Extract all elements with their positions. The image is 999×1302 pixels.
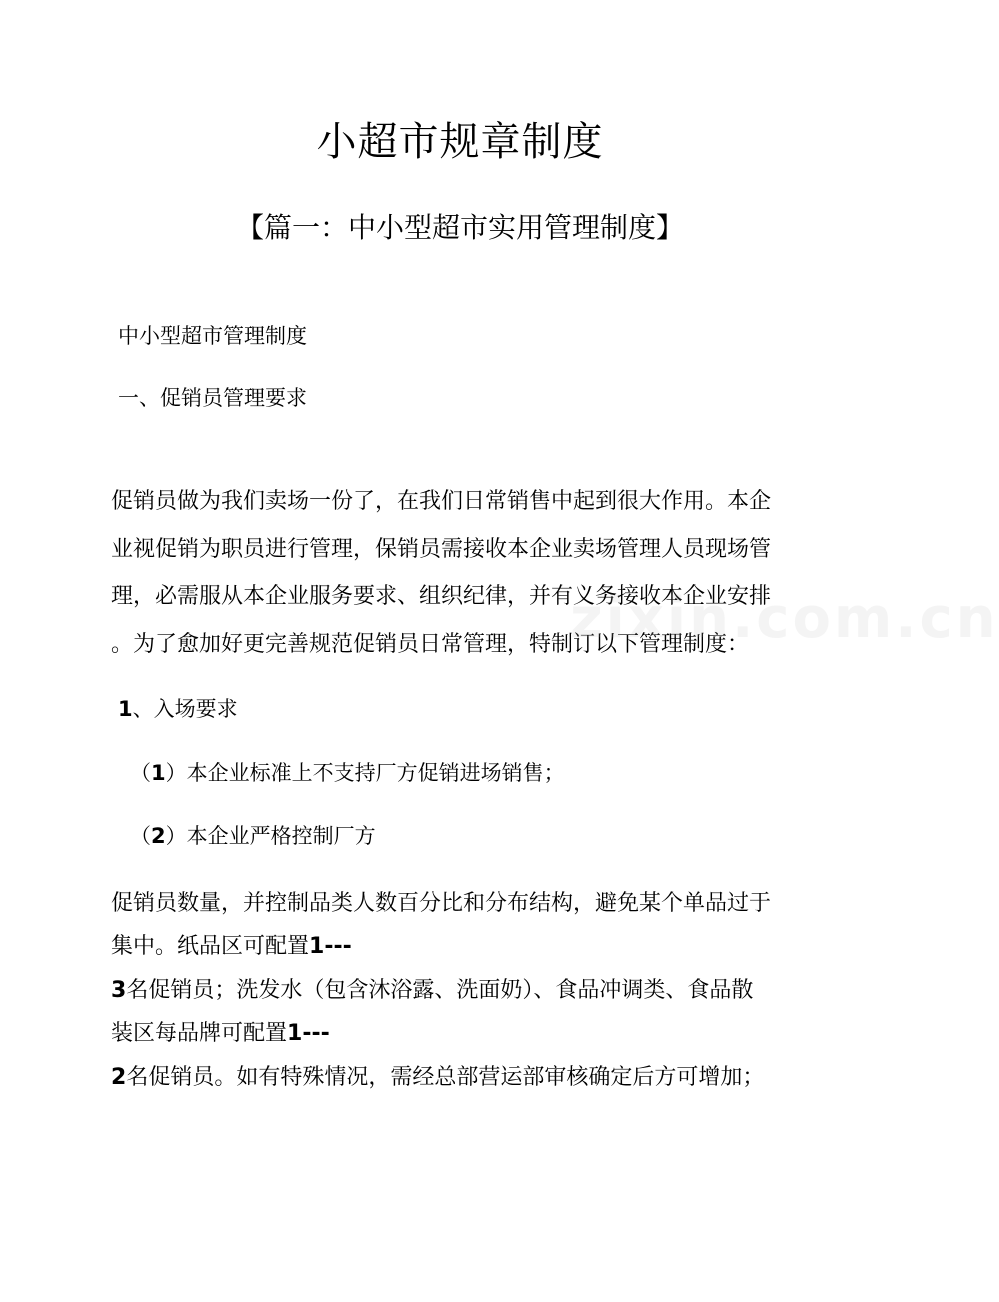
intro-paragraph [111,478,811,668]
body-line-3 [111,967,821,1014]
body-line-1: 促销员数量，并控制品类人数百分比和分布结构，避免某个单品过于 [111,891,772,916]
item-1-2 [130,820,376,850]
intro-line: 理，必需服从本企业服务要求、组织纪律，并有义务接收本企业安排 [111,584,772,609]
document-title: 小超市规章制度 [316,119,604,165]
body-line-2-number: 1--- [309,934,352,959]
body-line-5 [111,1054,821,1101]
body-line-2 [111,927,821,967]
item-1-2-open: （ [130,824,151,848]
body-line-4-text: 装区每品牌可配置 [111,1021,288,1046]
item-1-text: 、入场要求 [132,697,238,721]
item-1-2-text: ）本企业严格控制厂方 [165,824,376,848]
item-1-1 [130,757,565,787]
item-1-number: 1 [118,697,133,721]
item-1-1-open: （ [130,761,151,785]
body-line-4 [111,1014,821,1054]
body-line-5-text: 名促销员。如有特殊情况，需经总部营运部审核确定后方可增加； [126,1065,765,1090]
item-1 [118,693,238,723]
intro-line: 。为了愈加好更完善规范促销员日常管理，特制订以下管理制度： [111,631,750,657]
body-line-3-number: 3 [111,978,127,1003]
item-1-2-number: 2 [151,824,166,848]
body-line-3-text: 名促销员；洗发水（包含沐浴露、洗面奶）、食品冲调类、食品散 [126,978,754,1003]
heading-section-1: 一、促销员管理要求 [118,386,307,410]
body-line-2-text: 集中。纸品区可配置 [111,934,310,959]
body-line-4-number: 1--- [287,1021,330,1046]
intro-line: 促销员做为我们卖场一份了，在我们日常销售中起到很大作用。本企 [111,489,772,514]
document-subtitle: 【篇一：中小型超市实用管理制度】 [235,211,684,244]
watermark: zixin.com.cn [570,586,999,651]
item-1-1-number: 1 [151,761,166,785]
body-paragraph [111,880,821,1101]
body-line-5-number: 2 [111,1065,127,1090]
item-1-1-text: ）本企业标准上不支持厂方促销进场销售； [165,761,565,785]
intro-line: 业视促销为职员进行管理，保销员需接收本企业卖场管理人员现场管 [111,536,772,562]
heading-main: 中小型超市管理制度 [118,324,307,348]
